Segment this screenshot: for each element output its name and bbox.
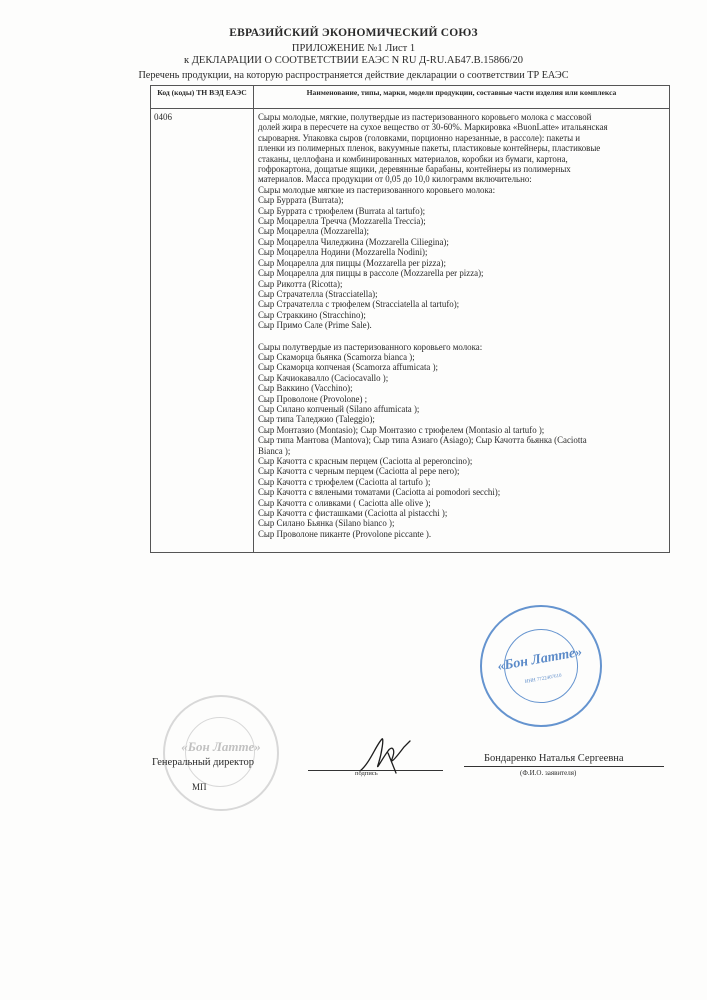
code-column-header: Код (коды) ТН ВЭД ЕАЭС (151, 86, 254, 109)
intro-paragraph (258, 112, 666, 185)
list-item: Сыр Качотта с красным перцем (Caciotta al peperoncino); (258, 456, 473, 466)
list-item: Сыр Буррата с трюфелем (Burrata al tartufo); (258, 205, 426, 216)
name-line (464, 766, 664, 767)
intro-line: Сыры молодые, мягкие, полутвердые из пастеризованного коровьего молока с массовой (258, 112, 592, 122)
list-item: Сыр Моцарелла Треччa (Mozzarella Treccia); (258, 216, 426, 227)
stamp-place-label: МП (192, 782, 207, 792)
intro-line: стаканы, целлофана и комбинированных материалов, коробки из бумаги, картона, (258, 153, 568, 164)
table-header-row (151, 86, 670, 109)
signer-role: Генеральный директор (152, 757, 254, 768)
list-item: Сыр Моцарелла (Mozzarella); (258, 226, 370, 237)
list-item: Сыр Страчателла (Stracciatella); (258, 288, 378, 299)
intro-line: гофрокартона, дощатые ящики, деревянные барабаны, контейнеры из полимерных (258, 164, 571, 175)
list-item: Сыр Проволоне (Provolone) ; (258, 393, 368, 404)
tnved-code-cell: 0406 (151, 109, 254, 553)
signature-caption: подпись (355, 770, 378, 777)
list-item: Сыр Проволоне пиканте (Provolone piccante ). (258, 528, 432, 539)
intro-line: долей жира в пересчете на сухое вещество от 30-60%. Маркировка «BuonLatte» итальянская (258, 122, 608, 133)
organization-title: ЕВРАЗИЙСКИЙ ЭКОНОМИЧЕСКИЙ СОЮЗ (229, 27, 478, 39)
intro-line: материалов. Масса продукции от 0,05 до 10,0 килограмм включительно: (258, 174, 532, 185)
semi-hard-cheese-heading: Сыры полутвердые из пастеризованного коровьего молока: (258, 341, 483, 352)
seal-inn: ИНН 7722407610 (524, 673, 563, 685)
list-item: Bianca ); (258, 445, 291, 456)
signer-name: Бондаренко Наталья Сергеевна (484, 753, 624, 764)
intro-line: пленки из полимерных пленок, вакуумные пакеты, пластиковые контейнеры, пластиковые (258, 143, 601, 154)
table-row (151, 109, 670, 553)
declaration-reference: к ДЕКЛАРАЦИИ О СООТВЕТСТВИИ ЕАЭС N RU Д-RU.АБ47.В.15866/20 (184, 55, 523, 66)
list-item: Сыр Скаморца бьянка (Scamorza bianca ); (258, 351, 415, 362)
list-item: Сыр Буррата (Burrata); (258, 195, 344, 206)
list-item: Сыр Силано Бьянка (Silano bianco ); (258, 518, 395, 529)
list-item: Сыр Моцарелла для пиццы (Mozzarella per pizza); (258, 257, 446, 268)
semi-hard-cheese-list (258, 352, 666, 539)
list-item: Сыр Качотта с черным перцем (Caciotta al pepe nero); (258, 466, 460, 477)
list-item: Сыр Моцарелла Чиледжина (Mozzarella Ciliegina); (258, 236, 449, 247)
product-list-title: Перечень продукции, на которую распространяется действие декларации о соответствии ТР ЕАЭС (138, 70, 569, 81)
faded-seal-brand: «Бон Латте» (181, 739, 261, 754)
list-item: Сыр Качотта с фисташками (Caciotta al pistacchi ); (258, 508, 448, 519)
list-item: Сыр Ваккино (Vacchino); (258, 383, 353, 394)
product-description-cell (254, 109, 670, 553)
list-item: Сыр Качотта с оливками ( Caciotta alle olive ); (258, 497, 431, 508)
seal-brand: «Бон Латте» (496, 644, 584, 675)
appendix-number: ПРИЛОЖЕНИЕ №1 Лист 1 (291, 43, 416, 54)
list-item: Сыр типа Таледжио (Taleggio); (258, 414, 375, 425)
soft-cheese-heading: Сыры молодые мягкие из пастеризованного коровьего молока: (258, 184, 496, 195)
list-item: Сыр Страчателла с трюфелем (Stracciatella al tartufo); (258, 299, 460, 310)
list-item: Сыр Моцарелла для пиццы в рассоле (Mozzarella per pizza); (258, 268, 484, 279)
list-item: Сыр Рикотта (Ricotta); (258, 278, 343, 289)
list-item: Сыр типа Мантова (Mantova); Сыр типа Азиаго (Asiago); Сыр Качотта бьянка (Caciotta (258, 435, 587, 446)
faded-seal (163, 695, 279, 811)
soft-cheese-list (258, 195, 666, 330)
list-item: Сыр Качотта с трюфелем (Caciotta al tartufo ); (258, 476, 431, 487)
description-column-header: Наименование, типы, марки, модели продукции, составные части изделия или комплекса (254, 86, 670, 109)
list-item: Сыр Качотта с вялеными томатами (Caciotta ai pomodori secchi); (258, 487, 501, 498)
list-item: Сыр Силано копченый (Silano affumicata ); (258, 403, 420, 414)
list-item: Сыр Моцарелла Нодини (Mozzarella Nodini); (258, 247, 428, 258)
company-seal (470, 595, 611, 736)
product-table (150, 85, 670, 553)
intro-line: сыроварня. Упаковка сыров (головками, порционно нарезанные, в рассоле): пакеты и (258, 132, 581, 143)
section-gap (258, 331, 666, 342)
list-item: Сыр Монтазио (Montasio); Сыр Монтазио с трюфелем (Montasio al tartufo ); (258, 424, 545, 435)
list-item: Сыр Качиокавалло (Caciocavallo ); (258, 372, 389, 383)
list-item: Сыр Скаморца копченая (Scamorza affumicata ); (258, 362, 438, 373)
list-item: Сыр Примо Сале (Prime Sale). (258, 320, 372, 331)
list-item: Сыр Страккино (Stracchino); (258, 309, 366, 320)
handwritten-signature-icon (352, 733, 422, 778)
name-caption: (Ф.И.О. заявителя) (520, 769, 577, 777)
